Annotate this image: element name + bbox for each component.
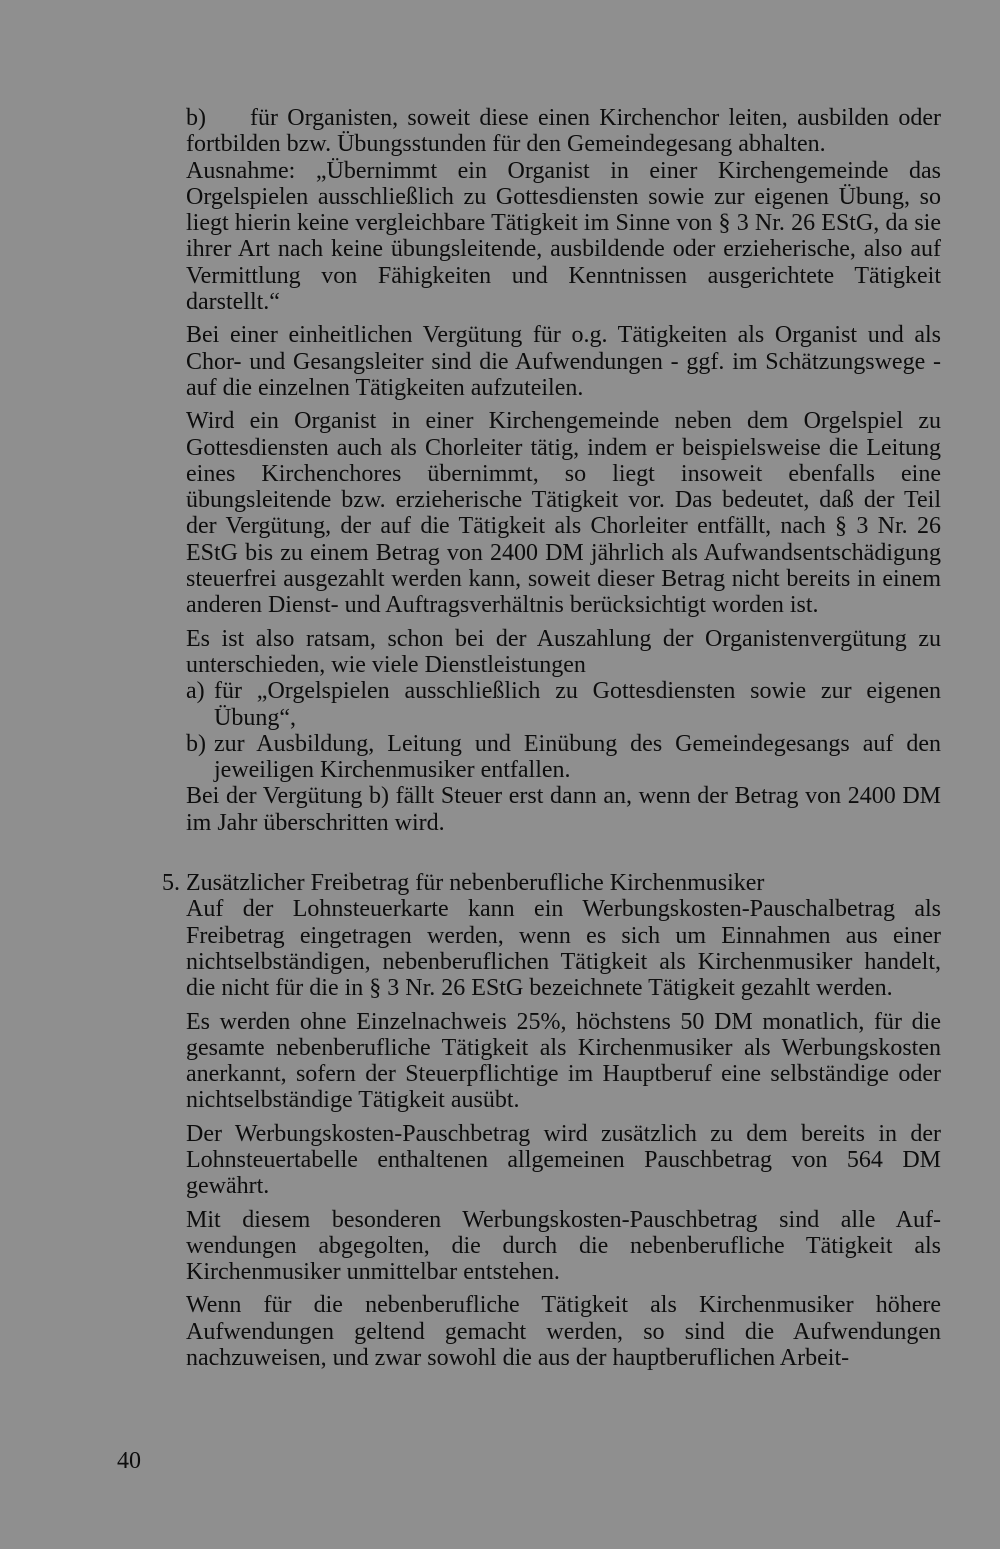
paragraph-pauschbetrag: Der Werbungskosten-Pauschbetrag wird zusätzlich zu dem bereits in der Lohnsteuertabelle enthaltenen allgemeinen Pauschbetrag von 564 DM gewährt.: [186, 1120, 941, 1200]
list-item-b: [186, 105, 941, 158]
list-marker: b): [186, 105, 206, 131]
list-marker: a): [186, 678, 205, 705]
section-heading: Zusätzlicher Freibetrag für nebenberufliche Kirchenmusiker: [186, 870, 765, 897]
page-body: [162, 105, 941, 1372]
paragraph-steuer: Bei der Vergütung b) fällt Steuer erst dann an, wenn der Betrag von 2400 DM im Jahr überschritten wird.: [186, 783, 941, 836]
paragraph-abgegolten: Mit diesem besonderen Werbungskosten-Pauschbetrag sind alle Aufwendungen abgegolten, die durch die nebenberufliche Tätigkeit als Kirchenmusiker unmittelbar entstehen.: [186, 1206, 941, 1286]
paragraph-ratsam: Es ist also ratsam, schon bei der Auszahlung der Organistenvergütung zu unterschieden, wie viele Dienstleistungen: [186, 625, 941, 678]
paragraph-hoehere-aufwendungen: Wenn für die nebenberufliche Tätigkeit als Kirchenmusiker höhere Aufwendungen geltend gemacht werden, so sind die Aufwendungen nachzuweisen, und zwar sowohl die aus der hauptberuflichen Arbeit-: [186, 1292, 941, 1372]
list-item-text: für Organisten, soweit diese einen Kirchenchor leiten, ausbilden oder fortbilden bzw. Übungsstunden für den Gemeindegesang abhalten.: [186, 105, 941, 158]
paragraph-chorleiter: Wird ein Organist in einer Kirchengemeinde neben dem Orgelspiel zu Gottesdiensten auch als Chorleiter tätig, indem er beispielsweise die Leitung eines Kirchenchores übernimmt, so liegt insoweit ebenfalls eine übungsleitende bzw. erzieherische Tätigkeit vor. Das bedeutet, daß der Teil der Vergütung, der auf die Tätigkeit als Chorleiter entfällt, nach § 3 Nr. 26 EStG bis zu einem Betrag von 2400 DM jährlich als Aufwandsentschädigung steuerfrei ausgezahlt werden kann, soweit dieser Betrag nicht bereits in einem anderen Dienst- und Auftragsverhältnis berücksichtigt worden ist.: [186, 408, 941, 619]
list-marker: b): [186, 730, 206, 757]
sublist-item-a: [186, 678, 941, 731]
paragraph-lohnsteuerkarte: Auf der Lohnsteuerkarte kann ein Werbungskosten-Pauschalbetrag als Freibetrag eingetragen werden, wenn es sich um Einnahmen aus einer nichtselbständigen, nebenberuflichen Tätigkeit als Kirchenmusiker handelt, die nicht für die in § 3 Nr. 26 EStG bezeichnete Tätigkeit gezahlt werden.: [186, 896, 941, 1002]
section-5: [162, 870, 941, 1372]
sublist-item-b: [186, 731, 941, 784]
list-item-text: für „Orgelspielen ausschließlich zu Gottesdiensten sowie zur eigenen Übung“,: [214, 678, 941, 731]
list-item-text: zur Ausbildung, Leitung und Einübung des Gemeindegesangs auf den jeweiligen Kirchenmusiker entfallen.: [214, 730, 941, 784]
paragraph-einzelnachweis: Es werden ohne Einzelnachweis 25%, höchstens 50 DM monatlich, für die gesamte nebenberufliche Tätigkeit als Kirchenmusiker als Werbungskosten anerkannt, sofern der Steuerpflichtige im Hauptberuf eine selbständige oder nichtselbständige Tätigkeit ausübt.: [186, 1008, 941, 1114]
page-number: 40: [117, 1448, 141, 1474]
paragraph-ausnahme: Ausnahme: „Übernimmt ein Organist in einer Kirchengemeinde das Orgelspielen ausschließlich zu Gottesdiensten sowie zur eigenen Übung, so liegt hierin keine vergleichbare Tätigkeit im Sinne von § 3 Nr. 26 EStG, da sie ihrer Art nach keine übungsleitende, ausbildende oder erzieherische, also auf Vermittlung von Fähigkeiten und Kenntnissen ausgerichtete Tätigkeit darstellt.“: [186, 157, 941, 316]
paragraph-verguetung: Bei einer einheitlichen Vergütung für o.g. Tätigkeiten als Organist und als Chor- und Gesangsleiter sind die Aufwendungen - ggf. im Schätzungswege - auf die einzelnen Tätigkeiten aufzuteilen.: [186, 322, 941, 401]
section-number: 5.: [162, 870, 180, 897]
